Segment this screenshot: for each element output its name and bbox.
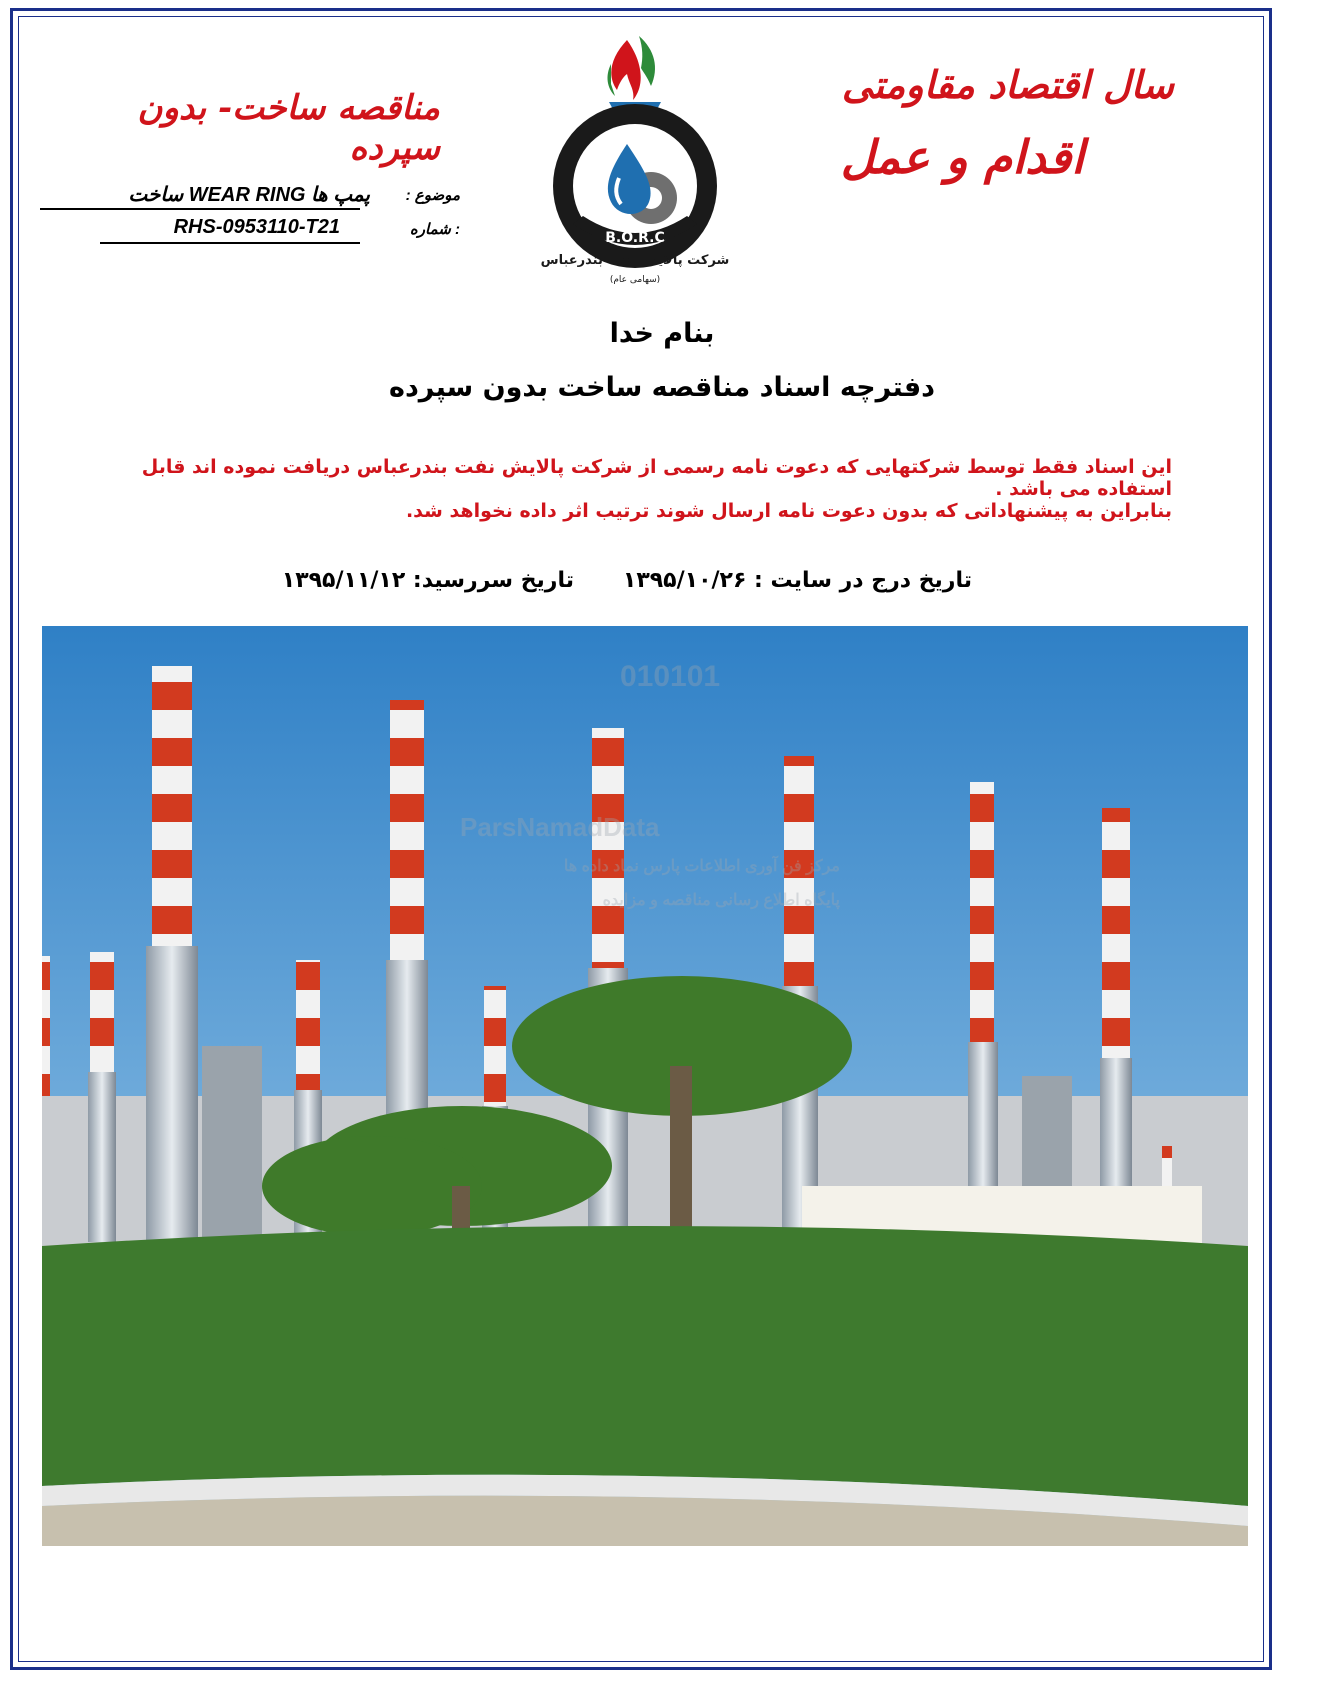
notice-line-1: این اسناد فقط توسط شرکتهایی که دعوت نامه رسمی از شرکت پالایش نفت بندرعباس دریافت نموده اند قابل استفاده می باشد . <box>141 456 1172 500</box>
deadline-date: تاریخ سررسید: ۱۳۹۵/۱۱/۱۲ <box>281 568 574 593</box>
subject-row <box>40 182 460 210</box>
watermark-line-1: مرکز فن آوری اطلاعات پارس نماد داده ها <box>563 858 840 875</box>
number-label: : شماره <box>409 221 460 238</box>
watermark-binary: 010101 <box>620 660 721 693</box>
logo-acronym: B.O.R.C <box>605 230 665 246</box>
subject-label: موضوع : <box>405 187 460 204</box>
tender-type: مناقصه ساخت- بدون سپرده <box>137 88 440 168</box>
slogan-line-1: سال اقتصاد مقاومتی <box>841 62 1174 107</box>
slogan-line-2: اقدام و عمل <box>840 130 1084 184</box>
hedge <box>42 1226 1248 1506</box>
borc-logo-graphic <box>535 28 735 290</box>
posted-date: تاریخ درج در سایت : ۱۳۹۵/۱۰/۲۶ <box>622 568 972 593</box>
watermark-line-2: پایگاه اطلاع رسانی مناقصه و مزایده <box>602 892 840 909</box>
notice-line-2: بنابراین به پیشنهاداتی که بدون دعوت نامه ارسال شوند ترتیب اثر داده نخواهد شد. <box>405 500 1172 522</box>
subject-underline <box>40 208 360 210</box>
subject-value: پمپ ها WEAR RING ساخت <box>128 184 370 206</box>
number-value: RHS-0953110-T21 <box>173 216 340 238</box>
flame-green-icon <box>639 36 655 86</box>
watermark <box>460 660 850 960</box>
watermark-brand: ParsNamadData <box>460 812 660 842</box>
logo-company-type: (سهامی عام) <box>609 275 661 285</box>
number-underline <box>100 242 360 244</box>
bismillah-heading: بنام خدا <box>609 318 715 349</box>
flame-red-icon <box>611 40 640 100</box>
number-row <box>40 216 460 244</box>
logo-company-name: شرکت پالایش نفت بندرعباس <box>540 253 730 268</box>
company-logo <box>535 28 735 290</box>
document-title: دفترچه اسناد مناقصه ساخت بدون سپرده <box>389 372 935 403</box>
